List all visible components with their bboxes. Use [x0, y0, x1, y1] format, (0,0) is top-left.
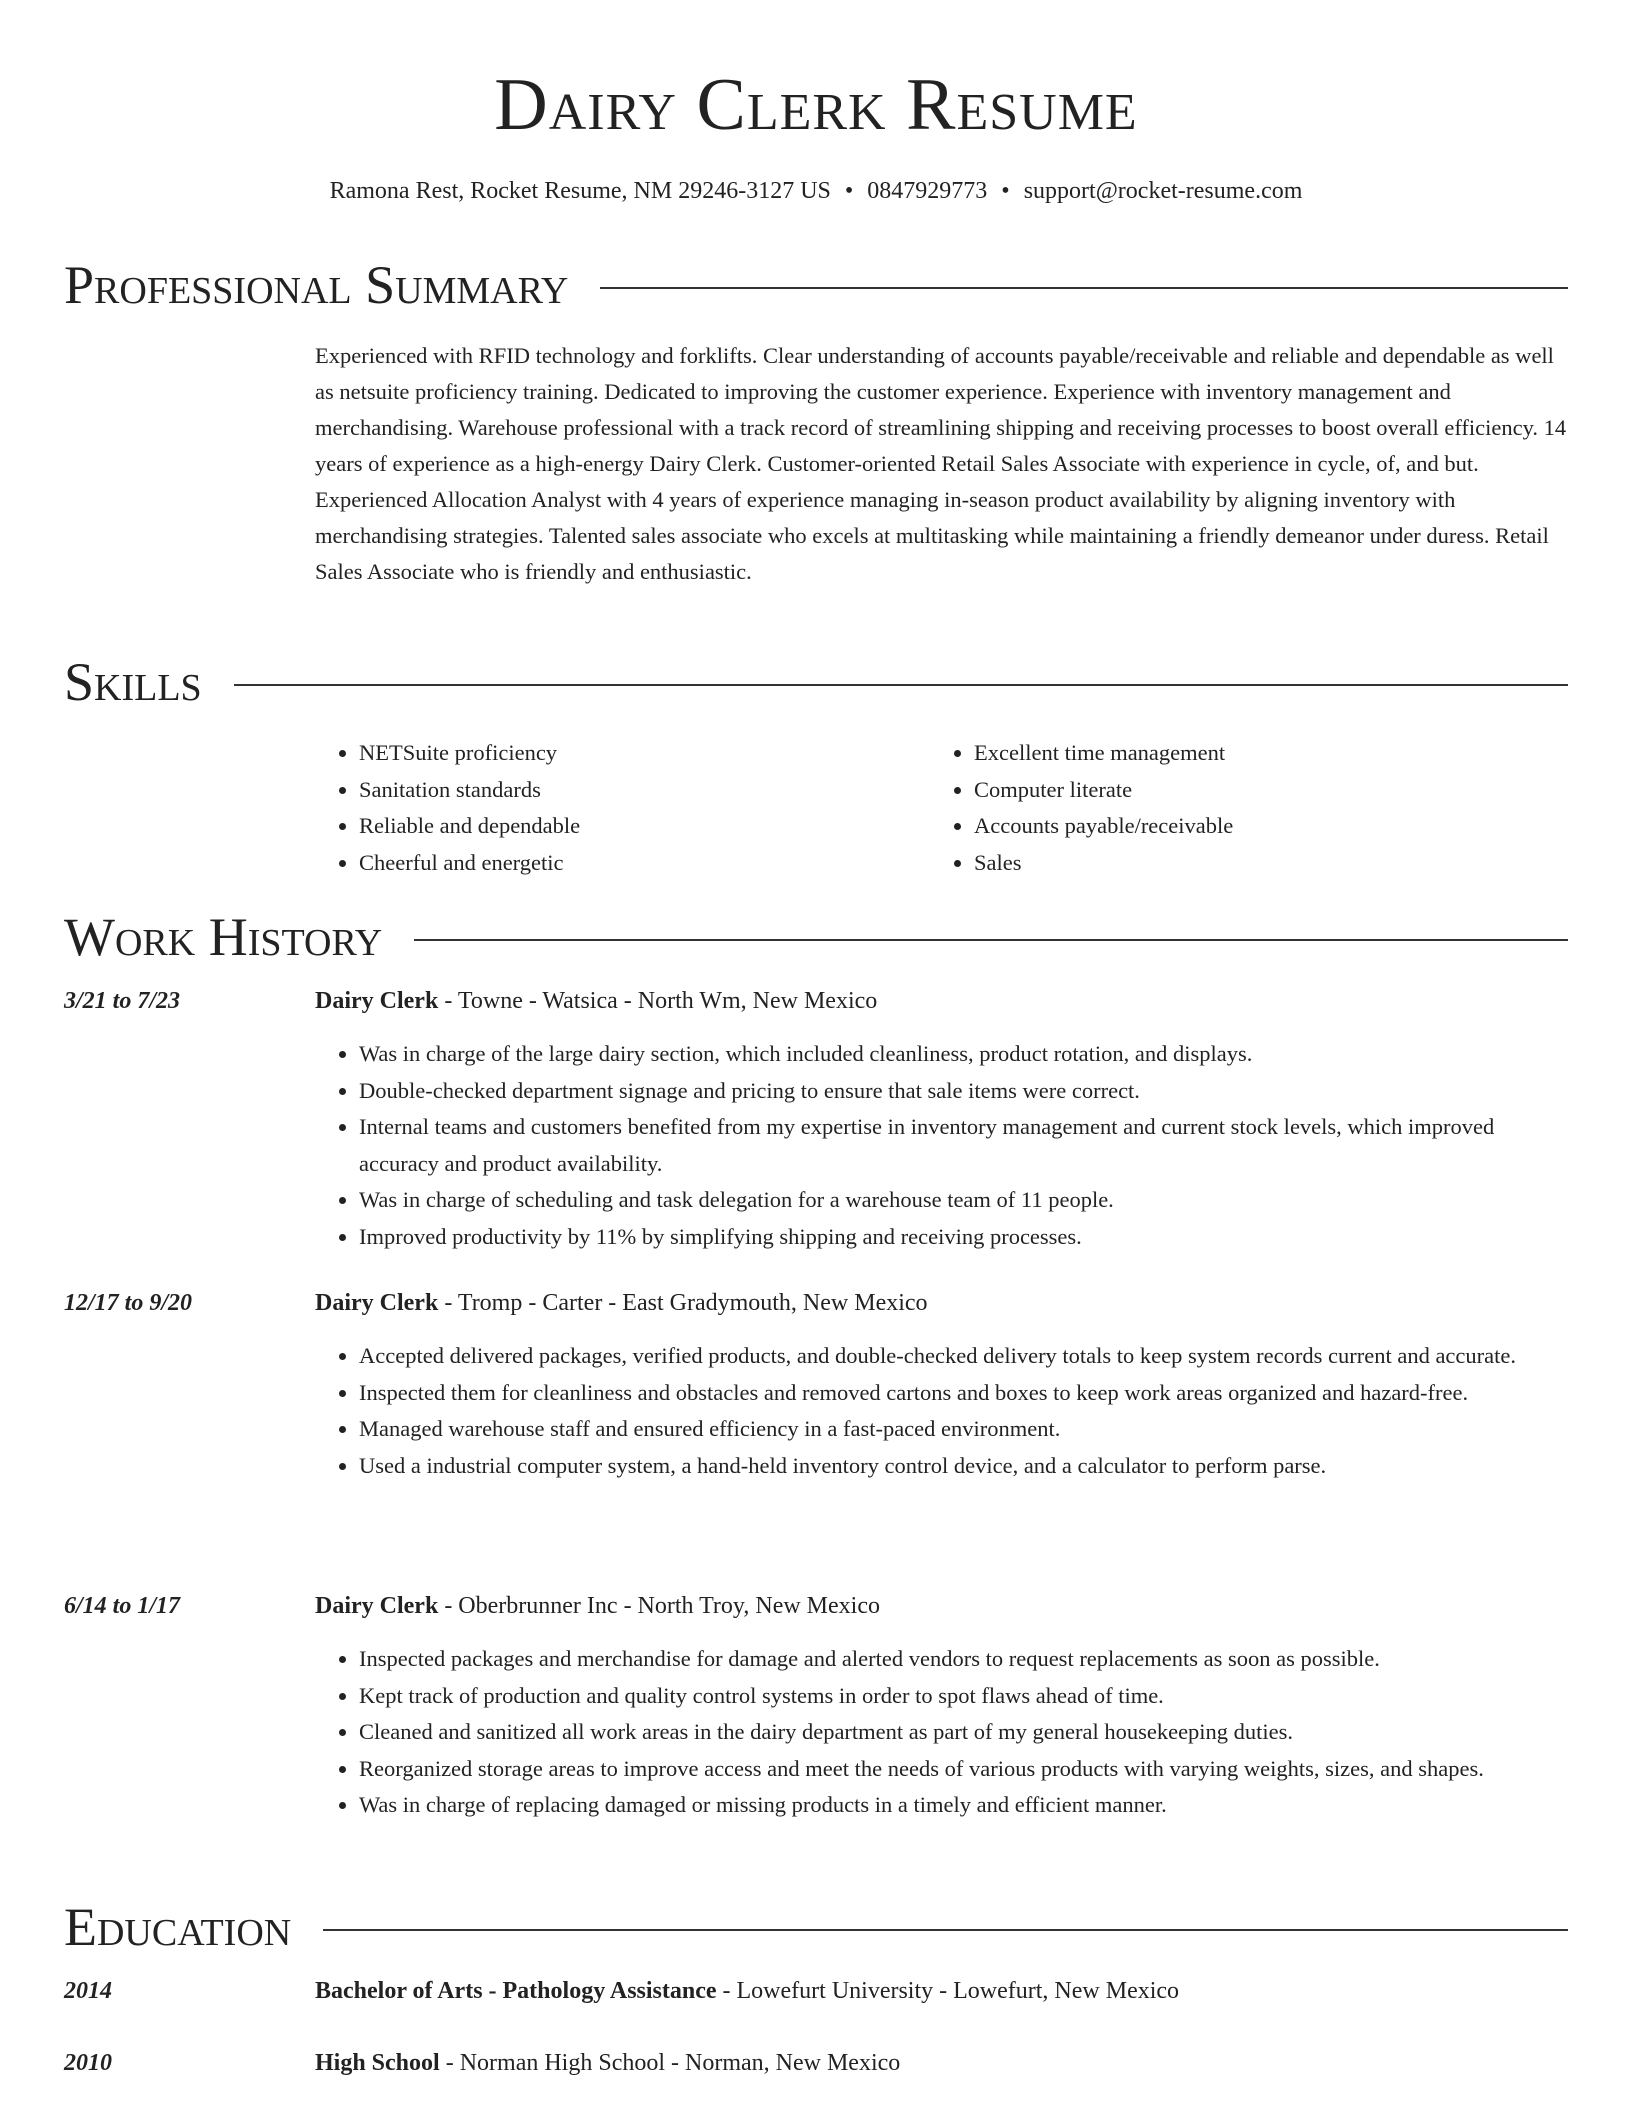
work-bullet: • Improved productivity by 11% by simplifying shipping and receiving processes.: [359, 1219, 1570, 1256]
education-year: 2010: [64, 2050, 112, 2076]
education-school: - Lowefurt University - Lowefurt, New Mexico: [716, 1978, 1180, 2004]
skill-item: • Excellent time management: [974, 735, 1545, 772]
summary-text: Experienced with RFID technology and forklifts. Clear understanding of accounts payable/receivable and reliable and dependable as well as netsuite proficiency training. Dedicated to improving the customer experience. Experience with inventory management and merchandising. Warehouse professional with a track record of streamlining shipping and receiving processes to boost overall efficiency. 14 years of experience as a high-energy Dairy Clerk. Customer-oriented Retail Sales Associate with experience in cycle, of, and but. Experienced Allocation Analyst with 4 years of experience managing in-season product availability by aligning inventory with merchandising strategies. Talented sales associate who excels at multitasking while maintaining a friendly demeanor under duress. Retail Sales Associate who is friendly and enthusiastic.: [315, 343, 1567, 584]
summary-heading-title: Professional Summary: [64, 255, 569, 315]
work-role: Dairy Clerk: [315, 988, 439, 1014]
work-role: Dairy Clerk: [315, 1290, 439, 1316]
contact-email: support@rocket-resume.com: [1023, 178, 1303, 204]
work-employer: - Tromp - Carter - East Gradymouth, New Mexico: [438, 1290, 928, 1316]
summary-heading: [64, 253, 1568, 317]
contact-phone: 0847929773: [867, 178, 988, 204]
work-heading: [64, 905, 1568, 969]
work-bullet: • Inspected packages and merchandise for damage and alerted vendors to request replacements as soon as possible.: [359, 1641, 1570, 1678]
section-divider: [414, 939, 1568, 941]
skills-column-left: [315, 735, 930, 881]
section-divider: [234, 684, 1568, 686]
work-bullet: • Inspected them for cleanliness and obstacles and removed cartons and boxes to keep work areas organized and hazard-free.: [359, 1375, 1570, 1412]
work-bullet: • Cleaned and sanitized all work areas in the dairy department as part of my general housekeeping duties.: [359, 1714, 1570, 1751]
contact-line: [0, 174, 1632, 208]
skill-item: • Reliable and dependable: [359, 808, 930, 845]
education-school: - Norman High School - Norman, New Mexico: [439, 2050, 901, 2076]
work-bullet: • Double-checked department signage and pricing to ensure that sale items were correct.: [359, 1073, 1570, 1110]
work-bullet: • Managed warehouse staff and ensured efficiency in a fast-paced environment.: [359, 1411, 1570, 1448]
work-bullet: • Used a industrial computer system, a hand-held inventory control device, and a calculator to perform parse.: [359, 1448, 1570, 1485]
resume-title: Dairy Clerk Resume: [494, 64, 1138, 146]
work-employer: - Oberbrunner Inc - North Troy, New Mexico: [438, 1593, 880, 1619]
contact-address: Ramona Rest, Rocket Resume, NM 29246-3127 US: [329, 178, 831, 204]
work-bullet: • Kept track of production and quality control systems in order to spot flaws ahead of time.: [359, 1678, 1570, 1715]
work-dates: 6/14 to 1/17: [64, 1593, 181, 1619]
skills-column-right: [930, 735, 1545, 881]
section-divider: [600, 287, 1568, 289]
work-bullets: [315, 1036, 1570, 1255]
work-dates: 3/21 to 7/23: [64, 988, 181, 1014]
education-degree: High School: [315, 2050, 440, 2076]
education-heading-line: [315, 1973, 1179, 2009]
work-bullets: [315, 1338, 1570, 1484]
work-bullet: • Was in charge of scheduling and task delegation for a warehouse team of 11 people.: [359, 1182, 1570, 1219]
work-dates: 12/17 to 9/20: [64, 1290, 193, 1316]
education-heading-line: [315, 2045, 900, 2081]
contact-separator: •: [1001, 178, 1010, 204]
skill-item: • Computer literate: [974, 772, 1545, 809]
work-employer: - Towne - Watsica - North Wm, New Mexico: [438, 988, 878, 1014]
skills-heading: [64, 650, 1568, 714]
work-role: Dairy Clerk: [315, 1593, 439, 1619]
work-bullet: • Accepted delivered packages, verified products, and double-checked delivery totals to keep system records current and accurate.: [359, 1338, 1570, 1375]
skills-list: [315, 735, 1570, 881]
contact-separator: •: [844, 178, 854, 204]
skills-heading-title: Skills: [64, 652, 202, 712]
work-bullets: [315, 1641, 1570, 1824]
skill-item: • Sales: [974, 845, 1545, 882]
skill-item: • Accounts payable/receivable: [974, 808, 1545, 845]
work-heading-title: Work History: [64, 907, 383, 967]
work-heading-line: [315, 983, 877, 1019]
section-divider: [323, 1929, 1568, 1931]
education-year: 2014: [64, 1978, 112, 2004]
education-heading: [64, 1895, 1568, 1959]
skill-item: • NETSuite proficiency: [359, 735, 930, 772]
work-bullet: • Reorganized storage areas to improve access and meet the needs of various products with varying weights, sizes, and shapes.: [359, 1751, 1570, 1788]
work-heading-line: [315, 1588, 880, 1624]
work-bullet: • Was in charge of replacing damaged or missing products in a timely and efficient manner.: [359, 1787, 1570, 1824]
work-heading-line: [315, 1285, 928, 1321]
work-bullet: • Internal teams and customers benefited from my expertise in inventory management and current stock levels, which improved accuracy and product availability.: [359, 1109, 1570, 1182]
work-bullet: • Was in charge of the large dairy section, which included cleanliness, product rotation, and displays.: [359, 1036, 1570, 1073]
education-degree: Bachelor of Arts - Pathology Assistance: [315, 1978, 717, 2004]
skill-item: • Cheerful and energetic: [359, 845, 930, 882]
skill-item: • Sanitation standards: [359, 772, 930, 809]
education-heading-title: Education: [64, 1897, 292, 1957]
